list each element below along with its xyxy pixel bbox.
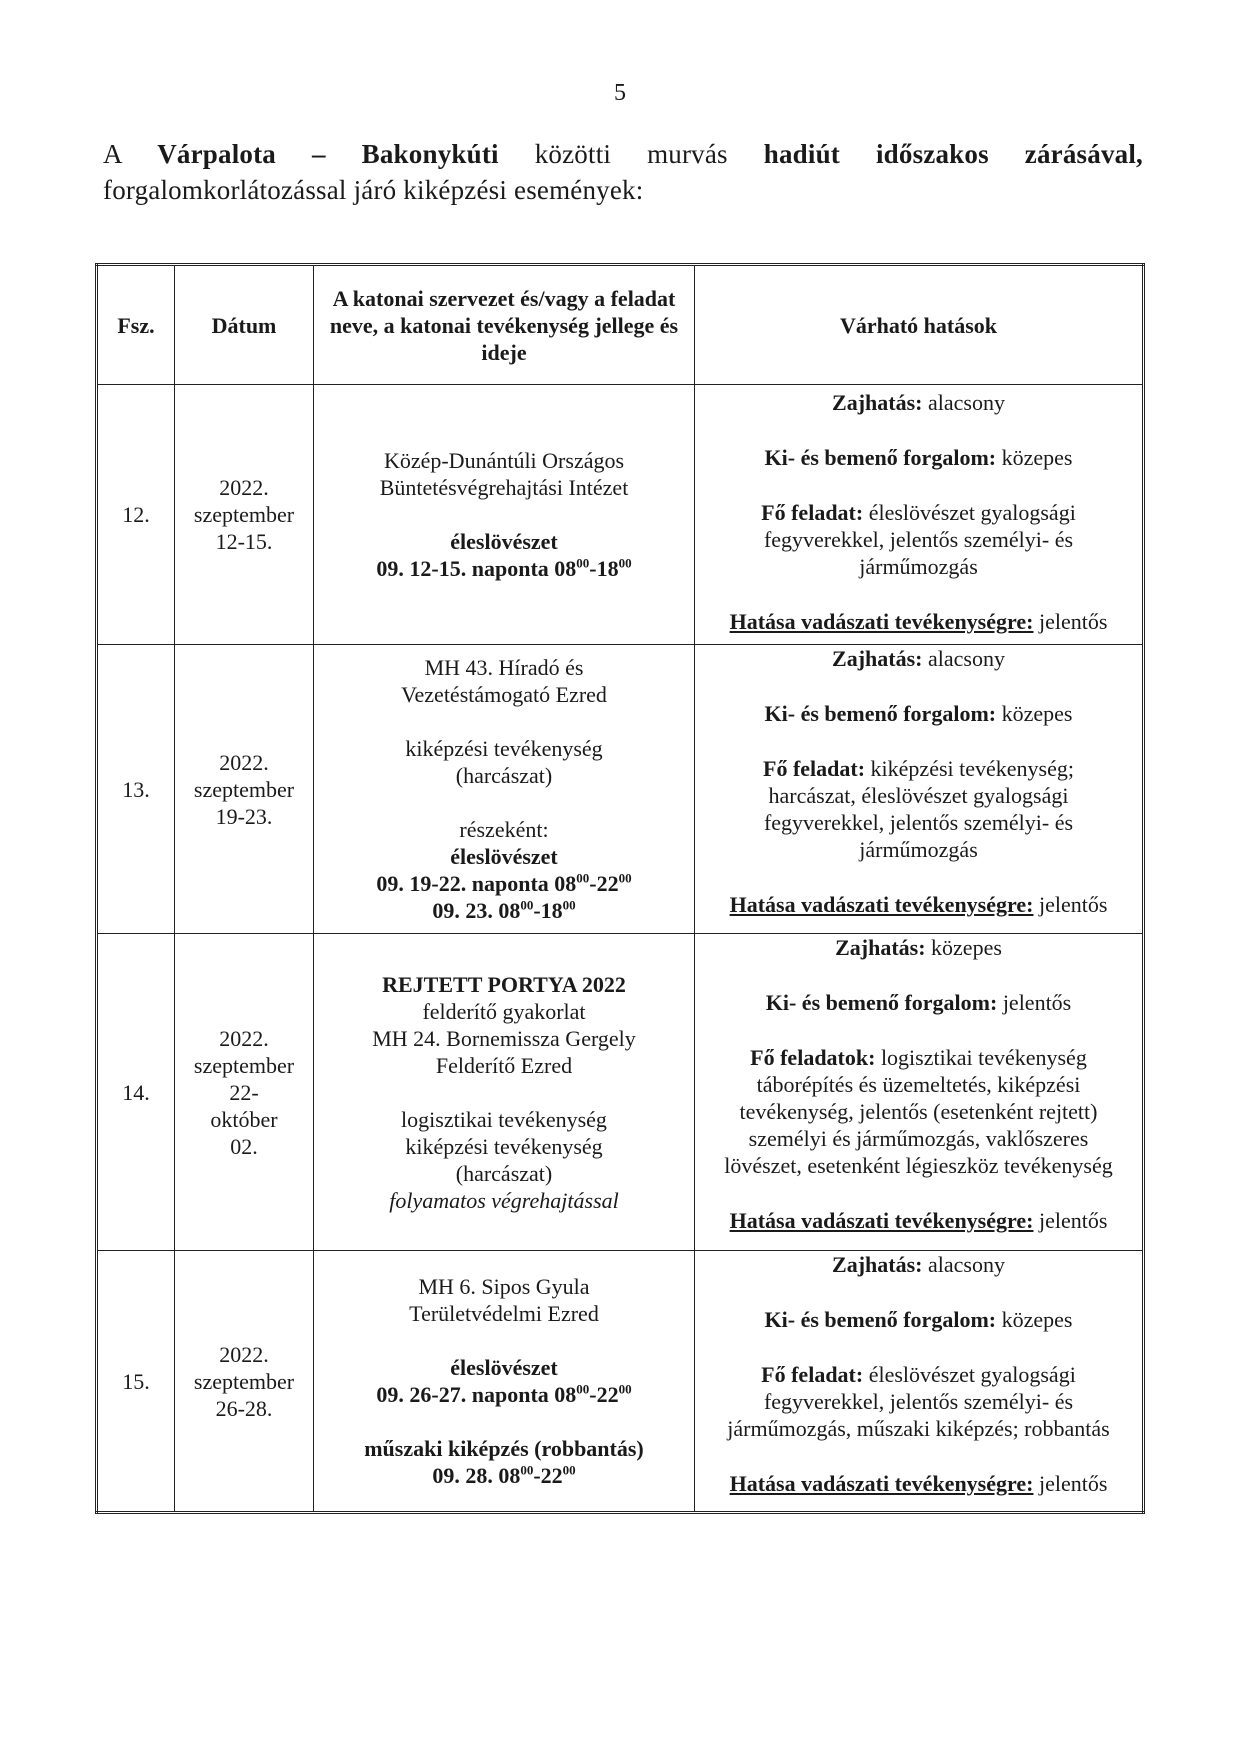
activity-time: 09. 12-15. naponta $08^{00}-18^{00}$ [376, 555, 632, 581]
task-line-3: fegyverekkel, jelentős személyi- és [763, 810, 1074, 835]
header-fsz: Fsz. [97, 265, 175, 385]
date-days: 12-15. [215, 529, 273, 554]
activity-2: (harcászat) [455, 763, 553, 788]
row-fsz: 15. [97, 1251, 175, 1513]
noise-line: Zajhatás: alacsony [832, 1252, 1005, 1277]
row-effects [695, 1251, 1144, 1513]
traffic-line: Ki- és bemenő forgalom: jelentős [765, 990, 1072, 1015]
intro-text-2: közötti murvás [534, 139, 728, 169]
date-month: szeptember [193, 502, 295, 527]
activity-2: műszaki kiképzés (robbantás) [364, 1436, 644, 1461]
task-line-4: személyi és járműmozgás, vaklőszeres [748, 1126, 1089, 1151]
org-name-2: Vezetéstámogató Ezred [401, 682, 607, 707]
header-org: A katonai szervezet és/vagy a feladat neve, a katonai tevékenység jellege és ideje [314, 265, 695, 385]
task-line-3: járműmozgás [859, 554, 978, 579]
date-days-2: 02. [230, 1133, 258, 1159]
traffic-line: Ki- és bemenő forgalom: közepes [764, 445, 1073, 470]
task-line-3: járműmozgás, műszaki kiképzés; robbantás [727, 1416, 1110, 1441]
date-month: szeptember [193, 1368, 295, 1394]
row-org [314, 645, 695, 934]
row-effects [695, 934, 1144, 1251]
task-line: Fő feladat: éleslövészet gyalogsági [761, 500, 1076, 525]
task-line-2: fegyverekkel, jelentős személyi- és [763, 1389, 1074, 1414]
activity-3: részeként: [459, 817, 549, 842]
table-row [97, 934, 1144, 1251]
task-line-4: járműmozgás [859, 837, 978, 862]
table-header-row [97, 265, 1144, 385]
org-name-2: Büntetésvégrehajtási Intézet [379, 475, 629, 500]
activity-time-1: 09. 26-27. naponta $08^{00}-22^{00}$ [376, 1381, 632, 1407]
row-date [175, 645, 314, 934]
task-line-2: táborépítés és üzemeltetés, kiképzési [756, 1072, 1081, 1097]
activity-1: logisztikai tevékenység [401, 1106, 607, 1132]
row-date [175, 934, 314, 1251]
row-date [175, 385, 314, 645]
intro-text-3: forgalomkorlátozással járó kiképzési események: [103, 175, 644, 205]
task-line-3: tevékenység, jelentős (esetenként rejtett) [739, 1099, 1098, 1124]
row-org [314, 1251, 695, 1513]
activity-3: (harcászat) [455, 1160, 553, 1186]
intro-text-1: A [103, 139, 122, 169]
page-number: 5 [614, 80, 626, 106]
activity-time-1: 09. 19-22. naponta $08^{00}-22^{00}$ [376, 870, 632, 896]
date-month: szeptember [193, 1052, 295, 1078]
org-name-1: MH 24. Bornemissza Gergely [372, 1025, 636, 1051]
date-days: 22- [229, 1079, 259, 1105]
task-line-5: lövészet, esetenként légieszköz tevékenység [724, 1153, 1113, 1178]
row-effects [695, 645, 1144, 934]
activity-1: kiképzési tevékenység [405, 736, 603, 761]
table-row [97, 1251, 1144, 1513]
row-fsz: 13. [97, 645, 175, 934]
row-org [314, 385, 695, 645]
row-fsz: 14. [97, 934, 175, 1251]
task-line-2: harcászat, éleslövészet gyalogsági [768, 783, 1069, 808]
noise-line: Zajhatás: alacsony [832, 390, 1005, 415]
activity-4: folyamatos végrehajtással [389, 1187, 619, 1213]
header-date: Dátum [175, 265, 314, 385]
hunting-line: Hatása vadászati tevékenységre: jelentős [729, 1208, 1108, 1233]
events-table [95, 263, 1145, 1514]
hunting-line: Hatása vadászati tevékenységre: jelentős [729, 1471, 1108, 1496]
row-date [175, 1251, 314, 1513]
activity-4: éleslövészet [450, 844, 558, 869]
org-name-2: Felderítő Ezred [435, 1052, 573, 1078]
date-days: 19-23. [215, 803, 273, 829]
task-line: Fő feladat: kiképzési tevékenység; [763, 756, 1074, 781]
intro-route: Várpalota – Bakonykúti [157, 139, 499, 169]
activity: éleslövészet [450, 529, 558, 554]
org-name-2: Területvédelmi Ezred [409, 1301, 599, 1326]
row-effects [695, 385, 1144, 645]
activity-time-2: 09. 28. $08^{00}-22^{00}$ [432, 1462, 576, 1488]
table-row [97, 645, 1144, 934]
org-name-1: MH 43. Híradó és [424, 655, 584, 680]
noise-line: Zajhatás: közepes [835, 935, 1002, 960]
row-fsz: 12. [97, 385, 175, 645]
date-year: 2022. [219, 1341, 269, 1367]
date-year: 2022. [219, 749, 269, 775]
date-year: 2022. [219, 475, 269, 500]
org-name-1: Közép-Dunántúli Országos [383, 448, 625, 473]
org-name-1: MH 6. Sipos Gyula [418, 1274, 590, 1299]
task-line: Fő feladat: éleslövészet gyalogsági [761, 1362, 1076, 1387]
intro-closure: hadiút időszakos zárásával, [763, 139, 1144, 169]
activity-time-2: 09. 23. $08^{00}-18^{00}$ [432, 897, 576, 923]
activity-2: kiképzési tevékenység [405, 1133, 603, 1159]
traffic-line: Ki- és bemenő forgalom: közepes [764, 701, 1073, 726]
task-line: Fő feladatok: logisztikai tevékenység [750, 1045, 1087, 1070]
noise-line: Zajhatás: alacsony [832, 646, 1005, 671]
intro-paragraph [103, 136, 1143, 208]
date-days: 26-28. [215, 1395, 273, 1421]
date-month-2: október [210, 1106, 278, 1132]
exercise-type: felderítő gyakorlat [422, 998, 586, 1024]
table-row [97, 385, 1144, 645]
traffic-line: Ki- és bemenő forgalom: közepes [764, 1307, 1073, 1332]
task-line-2: fegyverekkel, jelentős személyi- és [763, 527, 1074, 552]
hunting-line: Hatása vadászati tevékenységre: jelentős [729, 609, 1108, 634]
date-year: 2022. [219, 1025, 269, 1051]
exercise-name: REJTETT PORTYA 2022 [382, 971, 626, 997]
activity-1: éleslövészet [450, 1355, 558, 1380]
hunting-line: Hatása vadászati tevékenységre: jelentős [729, 892, 1108, 917]
row-org [314, 934, 695, 1251]
header-effects: Várható hatások [695, 265, 1144, 385]
date-month: szeptember [193, 776, 295, 802]
